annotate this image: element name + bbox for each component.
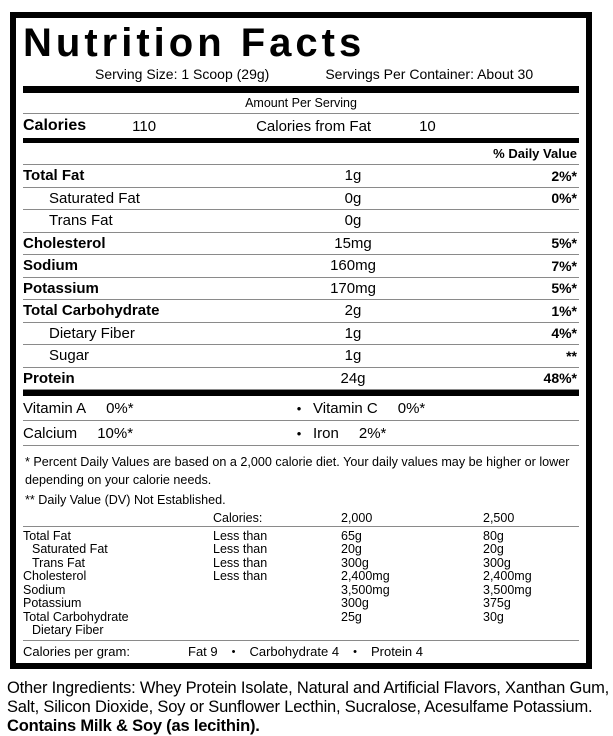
- dv-row-2500: [483, 624, 579, 638]
- nutrient-amount: 1g: [344, 347, 362, 365]
- nutrient-dv: **: [566, 347, 577, 364]
- dv-row-qualifier: [213, 584, 341, 598]
- vitamin-row-a-c: [23, 396, 579, 421]
- servings-per-container: Servings Per Container: About 30: [325, 66, 534, 82]
- dv-row-2000: [341, 624, 483, 638]
- dv-row-2000: 300g: [341, 555, 369, 570]
- nutrient-dv: 5%*: [551, 280, 577, 297]
- nutrient-row-total-carbohydrate: [23, 300, 579, 323]
- dv-row-qualifier: Less than: [213, 528, 268, 543]
- nutrient-dv: 1%*: [551, 302, 577, 319]
- vitamin-a-label: Vitamin A: [23, 399, 87, 417]
- footnote-dv-not-established: ** Daily Value (DV) Not Established.: [25, 493, 226, 507]
- dv-row-name: Total Carbohydrate: [23, 609, 129, 624]
- dv-header-calories: Calories:: [213, 511, 263, 525]
- dv-row-2000: 300g: [341, 596, 369, 610]
- dv-row-2000: 3,500mg: [341, 582, 390, 597]
- dv-row-2000: 65g: [341, 528, 362, 543]
- calories-label: Calories: [23, 117, 87, 134]
- vitamin-a-value: 0%*: [106, 399, 134, 417]
- nutrient-name: Total Carbohydrate: [23, 302, 160, 320]
- calories-from-fat-value: 10: [419, 117, 436, 135]
- nutrient-amount: 1g: [344, 167, 362, 185]
- dv-row-2500: 30g: [483, 609, 504, 624]
- nutrient-amount: 1g: [344, 324, 362, 342]
- separator-bullet: •: [296, 425, 302, 441]
- dv-row-qualifier: Less than: [213, 542, 268, 556]
- footnote-percent-dv-line2: depending on your calorie needs.: [25, 473, 212, 487]
- nutrient-row-saturated-fat: [23, 188, 579, 211]
- nutrient-name: Protein: [23, 369, 75, 387]
- label-title: Nutrition Facts: [23, 21, 366, 65]
- nutrient-name: Sodium: [23, 257, 78, 275]
- footnote-percent-dv-line1: * Percent Daily Values are based on a 2,000 calorie diet. Your daily values may be higher or lower: [25, 455, 570, 469]
- dv-row-2500: 80g: [483, 528, 504, 543]
- calories-value: 110: [132, 117, 157, 135]
- nutrition-facts-label: [10, 12, 592, 669]
- other-ingredients-line1: Other Ingredients: Whey Protein Isolate, Natural and Artificial Flavors, Xanthan Gum,: [7, 678, 610, 697]
- nutrient-amount: 2g: [344, 302, 362, 320]
- nutrient-row-total-fat: [23, 165, 579, 188]
- nutrient-row-dietary-fiber: [23, 323, 579, 346]
- vitamin-c-value: 0%*: [397, 399, 426, 417]
- dv-header-empty: [23, 512, 213, 526]
- nutrient-row-sugar: [23, 345, 579, 368]
- nutrient-row-potassium: [23, 278, 579, 301]
- dv-row-name: Saturated Fat: [32, 542, 108, 556]
- vitamin-right-pair: [313, 400, 579, 417]
- nutrient-name: Cholesterol: [23, 234, 106, 252]
- calories-row: [23, 114, 579, 138]
- dv-row-qualifier: Less than: [213, 555, 268, 570]
- dv-row-name: Cholesterol: [23, 569, 87, 583]
- nutrient-dv: 7%*: [551, 257, 577, 274]
- nutrient-row-trans-fat: [23, 210, 579, 233]
- nutrient-amount: 160mg: [330, 257, 376, 275]
- calories-per-gram-fat: Fat 9: [188, 644, 218, 659]
- dv-header-2000: 2,000: [341, 511, 373, 525]
- nutrient-amount: 24g: [340, 369, 366, 387]
- other-ingredients-line2: Salt, Silicon Dioxide, Soy or Sunflower Lecthin, Sucralose, Acesulfame Potassium.: [7, 697, 593, 716]
- dv-table: [23, 527, 579, 641]
- separator-bullet: •: [296, 400, 302, 416]
- dv-row-2000: 25g: [341, 609, 362, 624]
- dv-row-name: Sodium: [23, 582, 66, 597]
- nutrient-amount: 15mg: [334, 234, 372, 252]
- nutrient-row-protein: [23, 368, 579, 391]
- nutrient-name: Dietary Fiber: [49, 324, 135, 342]
- calories-per-gram-label: Calories per gram:: [23, 644, 130, 659]
- serving-info-row: [23, 65, 579, 84]
- dv-row-2500: 3,500mg: [483, 582, 532, 597]
- calcium-label: Calcium: [23, 424, 78, 442]
- dv-row-name: Trans Fat: [32, 555, 86, 570]
- separator-bullet: •: [353, 645, 357, 658]
- nutrient-amount: 170mg: [330, 279, 376, 297]
- nutrient-dv: 5%*: [551, 235, 577, 252]
- vitamin-right-pair: [313, 425, 579, 442]
- dv-row-qualifier: Less than: [213, 569, 268, 583]
- dv-row-2500: 2,400mg: [483, 569, 532, 583]
- nutrient-name: Sugar: [49, 347, 90, 365]
- dv-table-header: [23, 512, 579, 527]
- contains-statement: Contains Milk & Soy (as lecithin).: [7, 716, 260, 735]
- calories-from-fat-label: Calories from Fat: [256, 117, 372, 135]
- amount-per-serving: Amount Per Serving: [23, 93, 579, 114]
- nutrient-row-sodium: [23, 255, 579, 278]
- nutrient-name: Saturated Fat: [49, 189, 140, 207]
- dv-row-name: Potassium: [23, 596, 82, 610]
- iron-label: Iron: [313, 424, 339, 442]
- divider-thick-top: [23, 86, 579, 93]
- nutrient-name: Trans Fat: [49, 212, 113, 230]
- calories-per-gram-protein: Protein 4: [370, 644, 424, 659]
- separator-bullet: •: [231, 645, 236, 658]
- other-ingredients: [7, 679, 611, 736]
- nutrient-dv: 2%*: [551, 167, 577, 184]
- nutrient-row-cholesterol: [23, 233, 579, 256]
- vitamin-row-calcium-iron: [23, 421, 579, 446]
- dv-header-2500: 2,500: [483, 511, 515, 525]
- dv-row-2000: 2,400mg: [341, 569, 390, 583]
- dv-row-2500: 20g: [483, 542, 504, 556]
- dv-row-name: Total Fat: [23, 528, 71, 543]
- vitamin-left-pair: [23, 400, 285, 417]
- daily-value-header: % Daily Value: [23, 143, 579, 165]
- nutrient-name: Total Fat: [23, 167, 85, 185]
- dv-row-2500: 300g: [483, 555, 511, 570]
- dv-row-2000: 20g: [341, 542, 362, 556]
- calcium-value: 10%*: [97, 424, 134, 442]
- nutrient-dv: 48%*: [543, 370, 577, 387]
- vitamin-left-pair: [23, 425, 285, 442]
- nutrient-dv: 4%*: [551, 325, 577, 342]
- iron-value: 2%*: [358, 424, 387, 442]
- nutrient-amount: 0g: [344, 189, 362, 207]
- serving-size: Serving Size: 1 Scoop (29g): [95, 66, 270, 82]
- dv-row-name: Dietary Fiber: [32, 623, 104, 637]
- calories-per-gram-row: [23, 641, 579, 663]
- dv-row-qualifier: [213, 597, 341, 611]
- nutrient-dv: 0%*: [551, 190, 577, 207]
- dv-row-qualifier: [213, 611, 341, 625]
- calories-per-gram-carbohydrate: Carbohydrate 4: [249, 644, 340, 659]
- dv-row-qualifier: [213, 624, 341, 638]
- footnotes: [23, 446, 579, 512]
- nutrient-name: Potassium: [23, 279, 99, 297]
- nutrient-amount: 0g: [344, 212, 362, 230]
- vitamin-c-label: Vitamin C: [313, 399, 378, 417]
- dv-row-2500: 375g: [483, 596, 511, 610]
